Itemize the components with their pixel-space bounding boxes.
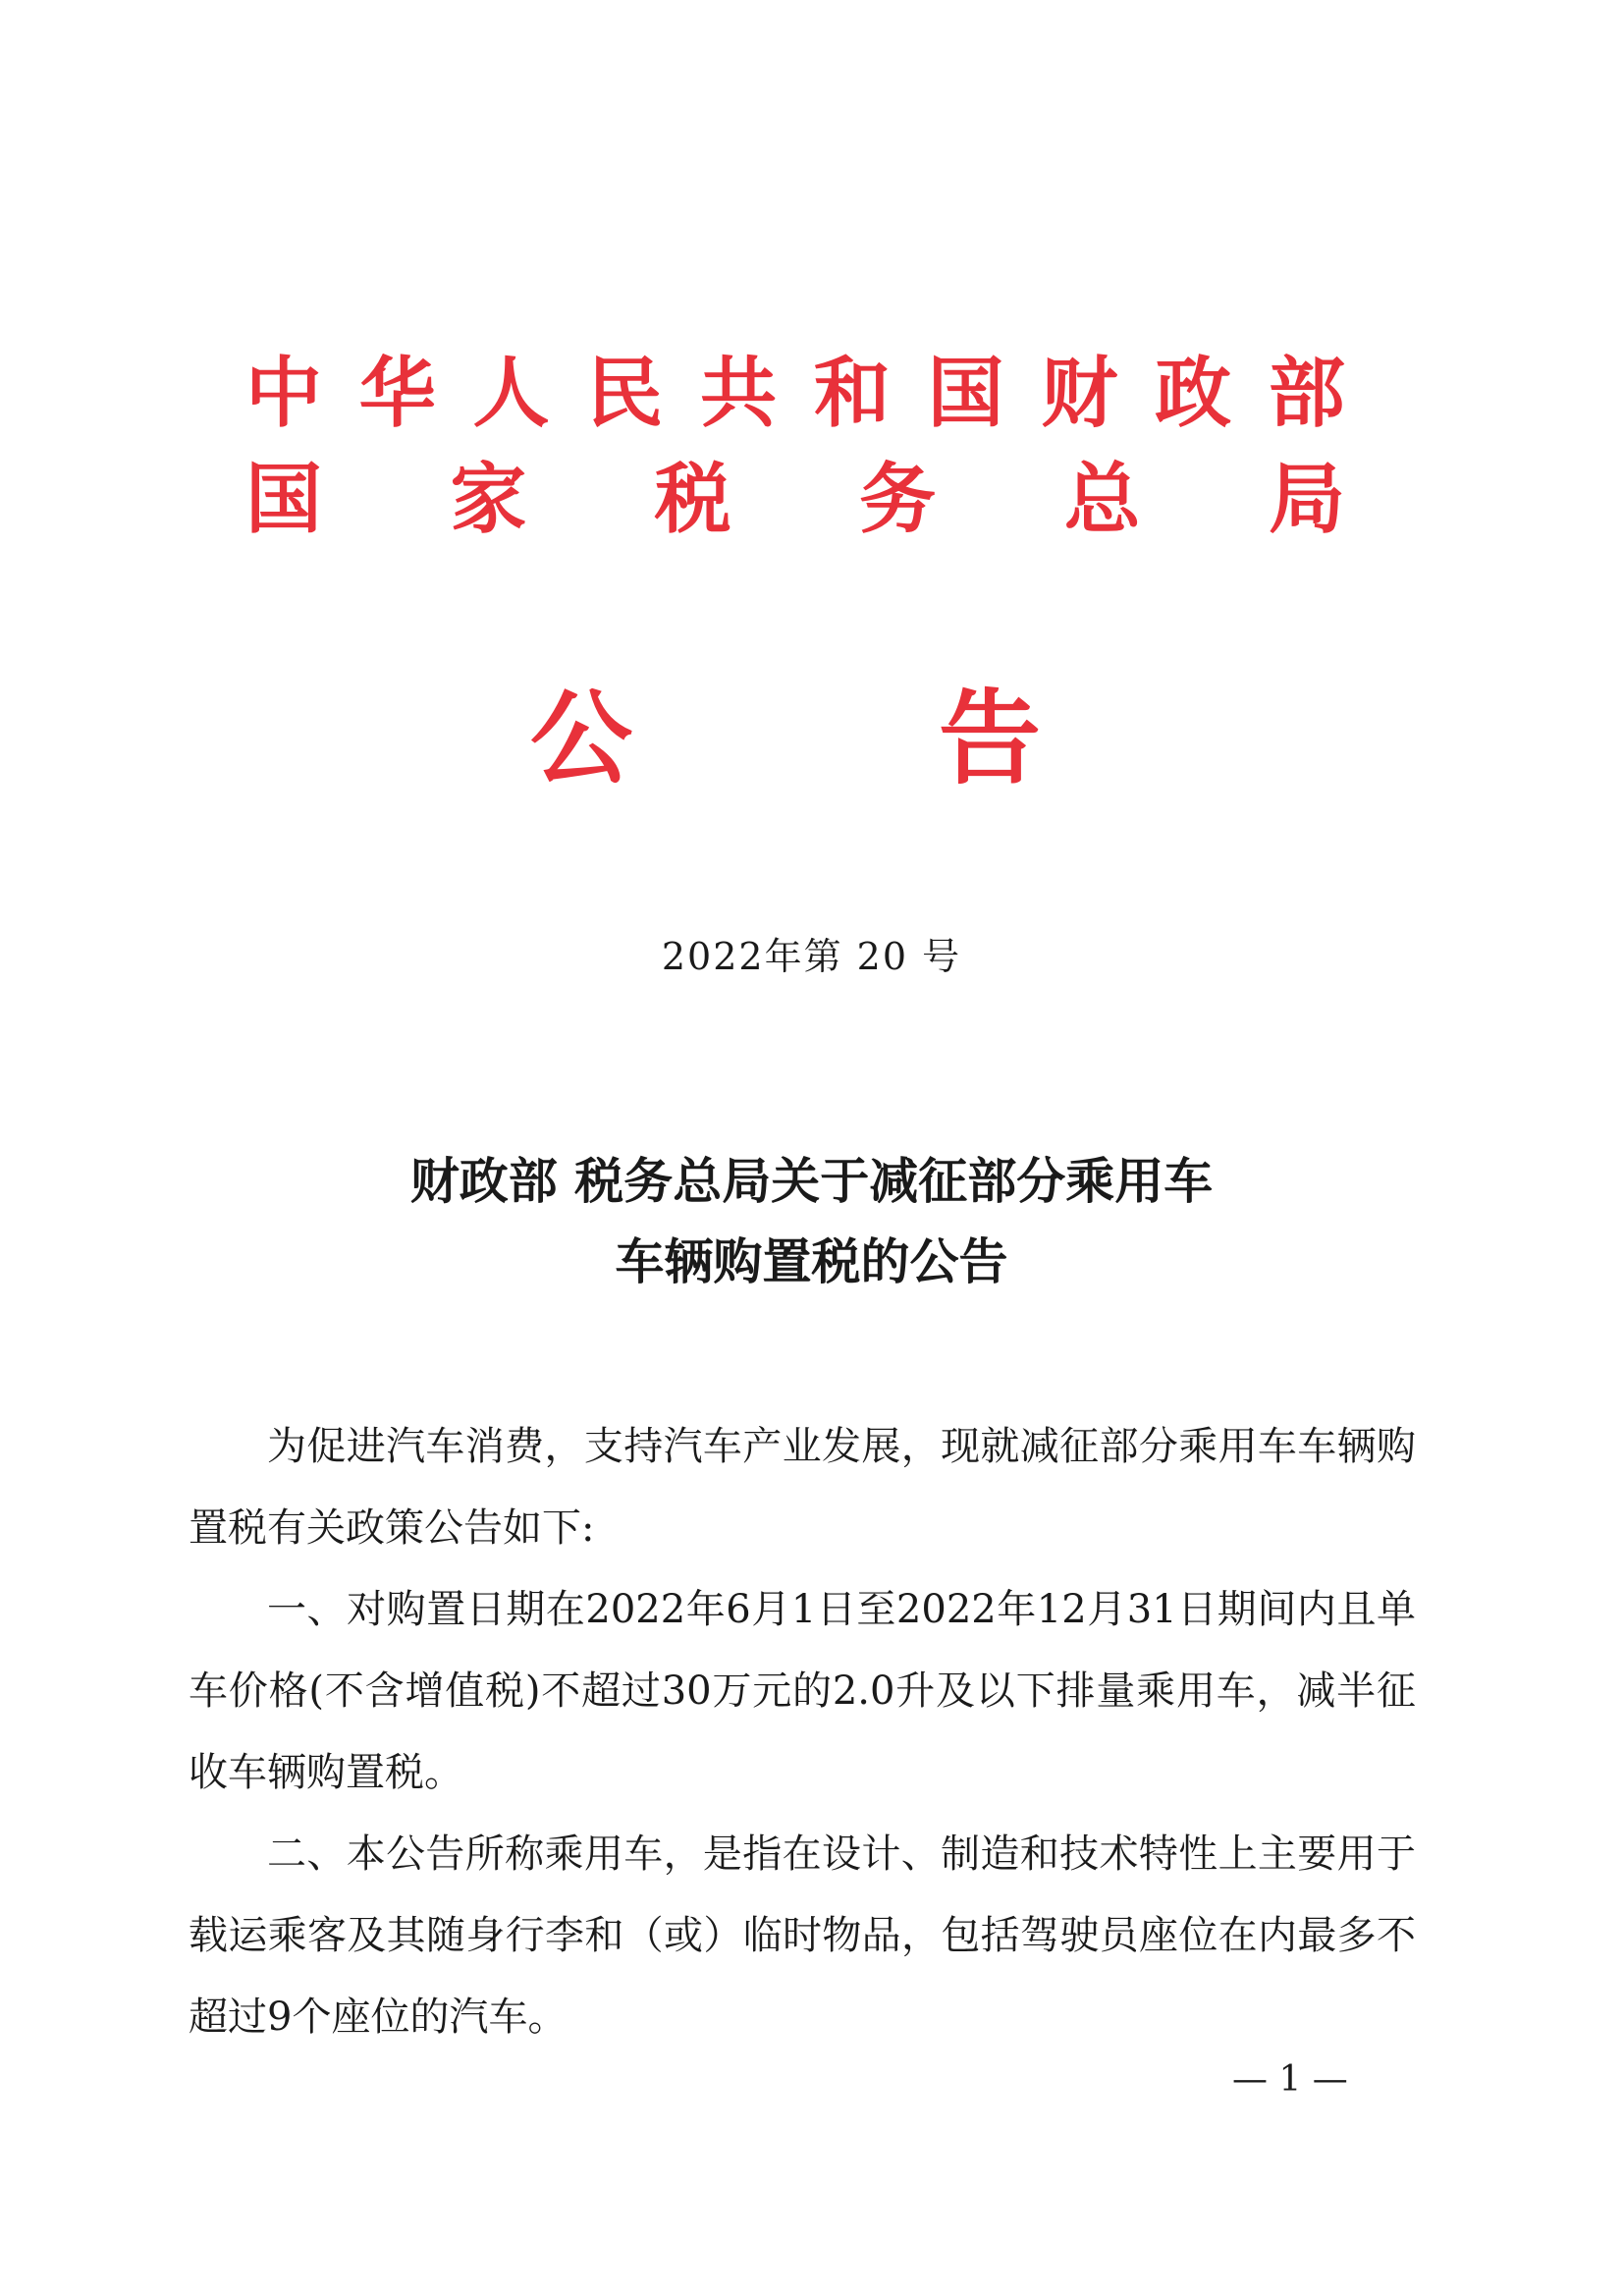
issuer-name-mof [245, 349, 1345, 438]
issuer-char: 民 [586, 349, 664, 438]
document-number: 2022年第 20 号 [661, 935, 962, 978]
issuer-name-sta [245, 455, 1345, 544]
notice-title [530, 678, 1041, 798]
issuer-char: 和 [813, 349, 891, 438]
heading-line-2: 车辆购置税的公告 [615, 1233, 1008, 1290]
notice-title-char: 告 [938, 678, 1041, 798]
issuer-char: 政 [1155, 349, 1232, 438]
heading-line-1: 财政部 税务总局关于减征部分乘用车 [409, 1153, 1214, 1210]
issuer-char: 人 [472, 349, 550, 438]
document-heading [0, 1141, 1623, 1302]
issuer-char: 共 [700, 349, 778, 438]
issuer-char: 国 [927, 349, 1004, 438]
issuer-char: 务 [859, 455, 937, 544]
body-paragraph-intro: 为促进汽车消费，支持汽车产业发展，现就减征部分乘用车车辆购置税有关政策公告如下: [189, 1424, 1416, 1551]
issuer-char: 税 [654, 455, 731, 544]
body-paragraph-clause-1: 一、对购置日期在2022年6月1日至2022年12月31日期间内且单车价格(不含增值税)不超过30万元的2.0升及以下排量乘用车，减半征收车辆购置税。 [189, 1587, 1416, 1795]
issuer-char: 局 [1268, 455, 1345, 544]
document-body [189, 1406, 1416, 2058]
issuer-char: 华 [358, 349, 436, 438]
body-paragraph-clause-2: 二、本公告所称乘用车，是指在设计、制造和技术特性上主要用于载运乘客及其随身行李和（或）临时物品，包括驾驶员座位在内最多不超过9个座位的汽车。 [189, 1831, 1416, 2040]
notice-title-char: 公 [530, 678, 633, 798]
issuer-char: 家 [450, 455, 527, 544]
page-number: — 1 — [1232, 2059, 1348, 2100]
issuer-char: 国 [245, 455, 323, 544]
issuer-char: 部 [1268, 349, 1345, 438]
issuer-char: 财 [1041, 349, 1118, 438]
issuer-char: 中 [245, 349, 323, 438]
issuer-char: 总 [1063, 455, 1141, 544]
